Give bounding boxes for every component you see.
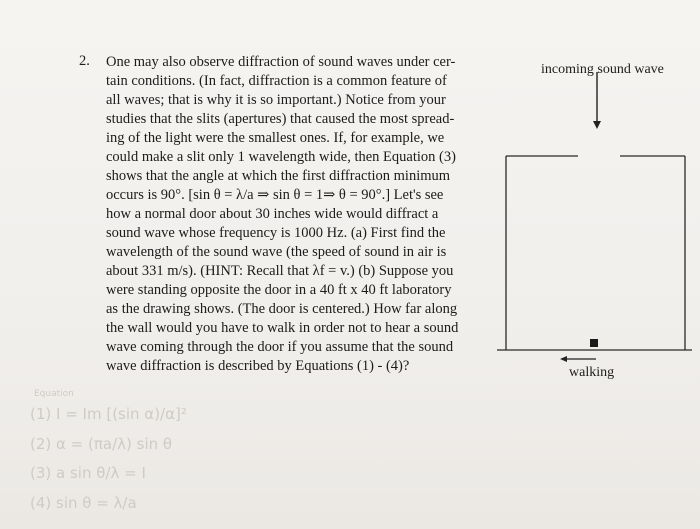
question-line: the wall would you have to walk in order not to hear a sound <box>106 320 459 336</box>
question-line: were standing opposite the door in a 40 ft x 40 ft laboratory <box>106 282 452 298</box>
question-line: wave diffraction is described by Equations (1) - (4)? <box>106 358 410 374</box>
question-line: wavelength of the sound wave (the speed of sound in air is <box>106 244 447 260</box>
question-line: ing of the light were the smallest ones. If, for example, we <box>106 130 445 146</box>
question-line: wave coming through the door if you assume that the sound <box>106 339 454 355</box>
handwritten-equation: (4) sin θ = λ/a <box>30 494 137 512</box>
question-line: tain conditions. (In fact, diffraction is a common feature of <box>106 73 447 89</box>
question-line: One may also observe diffraction of sound waves under cer- <box>106 54 456 70</box>
handwritten-equation: (3) a sin θ/λ = I <box>30 464 146 482</box>
handwritten-equation: (2) α = (πa/λ) sin θ <box>30 435 173 453</box>
question-line: shows that the angle at which the first diffraction minimum <box>106 168 451 184</box>
question-line: about 331 m/s). (HINT: Recall that λf = v.) (b) Suppose you <box>106 263 454 279</box>
incoming-sound-wave-label: incoming sound wave <box>541 62 664 77</box>
walking-label: walking <box>569 365 615 380</box>
question-line: could make a slit only 1 wavelength wide, then Equation (3) <box>106 149 456 165</box>
question-line: as the drawing shows. (The door is centered.) How far along <box>106 301 458 317</box>
question-number: 2. <box>79 53 90 69</box>
handwritten-equation: (1) I = Im [(sin α)/α]² <box>30 405 187 423</box>
question-line: studies that the slits (apertures) that caused the most spread- <box>106 111 455 127</box>
question-line: how a normal door about 30 inches wide would diffract a <box>106 206 439 222</box>
question-line: all waves; that is why it is so important.) Notice from your <box>106 92 446 108</box>
notes-header: Equation <box>34 389 74 399</box>
question-line: sound wave whose frequency is 1000 Hz. (a) First find the <box>106 225 446 241</box>
question-line: occurs is 90°. [sin θ = λ/a ⇒ sin θ = 1⇒ θ = 90°.] Let's see <box>106 187 444 203</box>
